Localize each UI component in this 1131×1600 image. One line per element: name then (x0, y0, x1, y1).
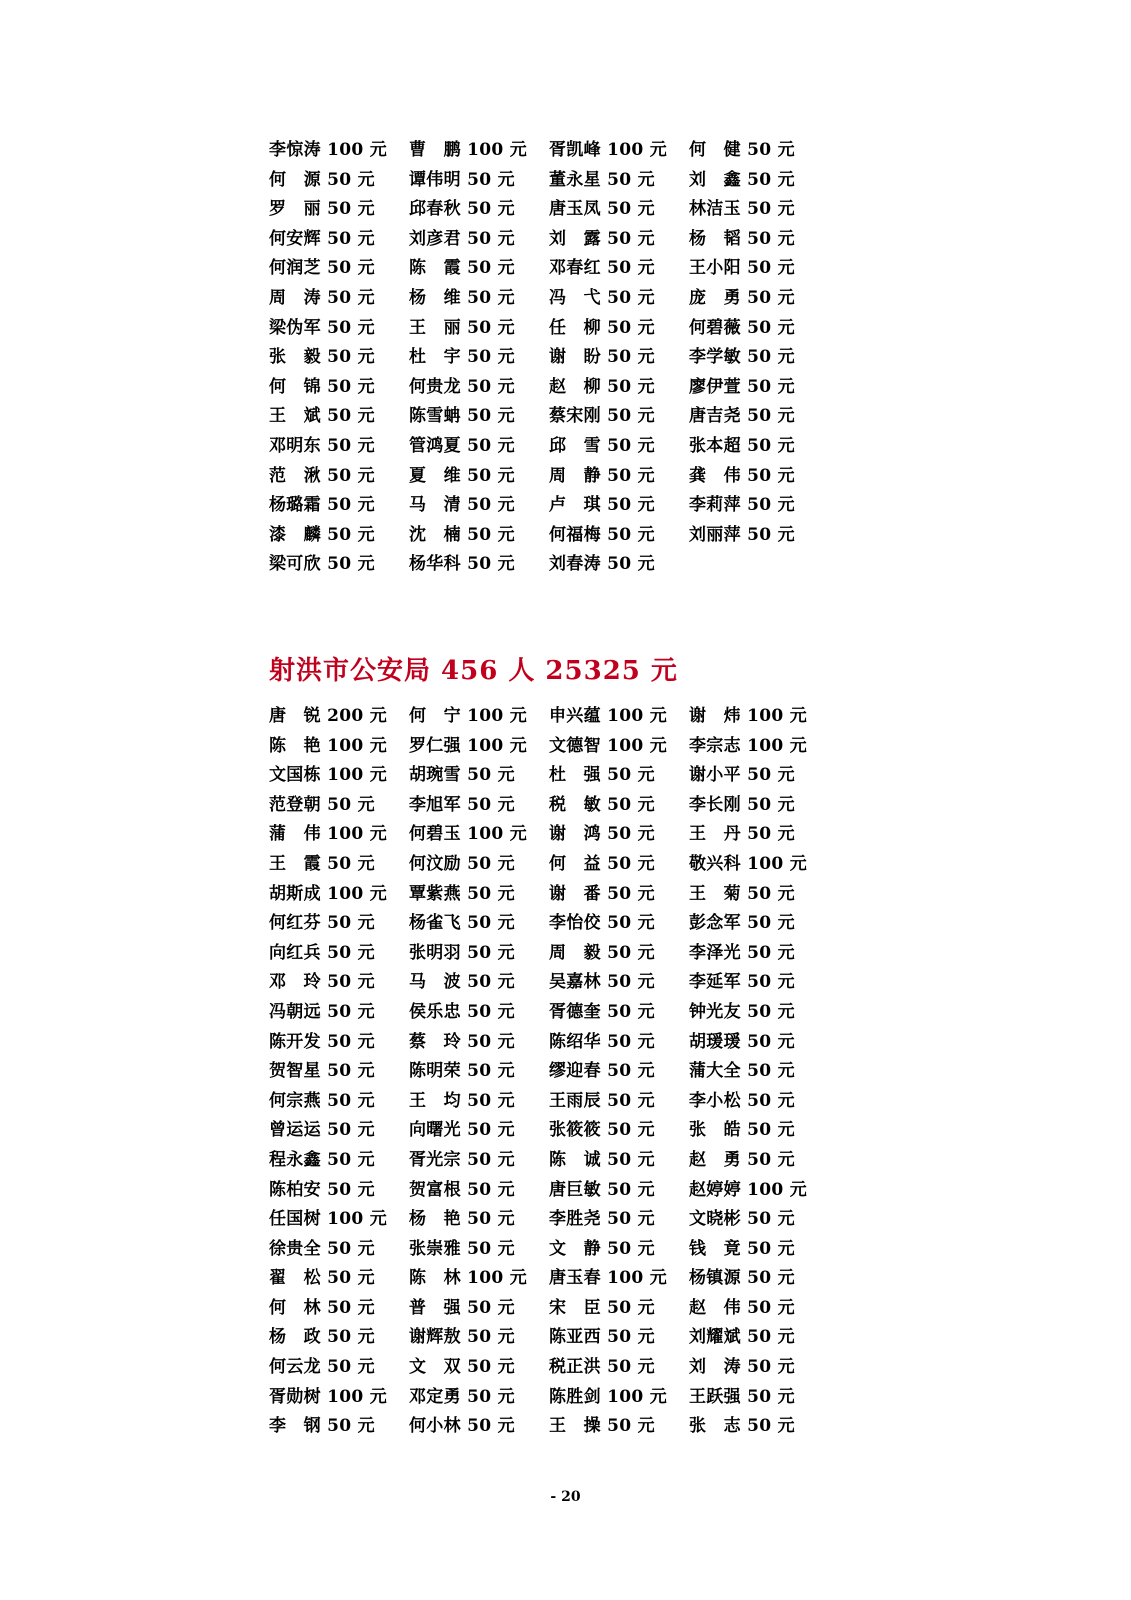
donor-entry: 谢小平 50 元 (689, 765, 795, 786)
donor-entry: 胡瑗瑗 50 元 (689, 1031, 795, 1052)
donor-entry: 刘彦君 50 元 (409, 228, 515, 249)
donor-entry: 刘 鑫 50 元 (689, 169, 795, 190)
page-number: - 20 (550, 1489, 581, 1505)
donor-entry: 杨镇源 50 元 (689, 1268, 795, 1289)
donor-entry: 林洁玉 50 元 (689, 199, 795, 220)
donor-entry: 赵 伟 50 元 (689, 1297, 795, 1318)
donor-entry: 谢 盼 50 元 (549, 347, 655, 368)
donor-entry: 何 林 50 元 (269, 1297, 375, 1318)
donor-entry: 向红兵 50 元 (269, 942, 375, 963)
donor-entry: 胥勋树 100 元 (269, 1386, 388, 1407)
donor-entry: 刘 涛 50 元 (689, 1357, 795, 1378)
donor-entry: 卢 琪 50 元 (549, 495, 655, 516)
donor-entry: 李 钢 50 元 (269, 1416, 375, 1437)
donor-entry: 唐玉凤 50 元 (549, 199, 655, 220)
donor-entry: 唐 锐 200 元 (269, 706, 388, 726)
donor-entry: 陈胜剑 100 元 (549, 1386, 668, 1407)
donor-entry: 邓春红 50 元 (549, 258, 655, 279)
donor-entry: 文德智 100 元 (549, 735, 668, 756)
donor-entry: 邓 玲 50 元 (269, 972, 375, 993)
donor-entry: 李怡佼 50 元 (549, 913, 655, 934)
donor-entry: 何润芝 50 元 (269, 258, 375, 279)
donor-entry: 唐巨敏 50 元 (549, 1179, 655, 1200)
donor-list-top (269, 136, 829, 580)
donor-entry: 彭念军 50 元 (689, 913, 795, 934)
donor-entry: 张 毅 50 元 (269, 347, 375, 368)
donor-entry: 杜 宇 50 元 (409, 347, 515, 368)
donor-entry: 周 毅 50 元 (549, 942, 655, 963)
donor-entry: 周 静 50 元 (549, 465, 655, 486)
donor-entry: 贺智星 50 元 (269, 1061, 375, 1082)
section-heading: 射洪市公安局 456 人 25325 元 (269, 656, 678, 686)
donor-entry: 张崇雅 50 元 (409, 1238, 515, 1259)
donor-entry: 刘丽萍 50 元 (689, 524, 795, 545)
donor-entry: 王跃强 50 元 (689, 1386, 795, 1407)
donor-entry: 冯朝远 50 元 (269, 1001, 375, 1022)
donor-entry: 赵婷婷 100 元 (689, 1179, 808, 1200)
donor-entry: 周 涛 50 元 (269, 287, 375, 308)
donor-entry: 刘春涛 50 元 (549, 554, 655, 575)
donor-entry: 胡琬雪 50 元 (409, 765, 515, 786)
donor-entry: 宋 臣 50 元 (549, 1297, 655, 1318)
donor-entry: 曾运运 50 元 (269, 1120, 375, 1141)
donor-entry: 马 波 50 元 (409, 972, 515, 993)
donor-entry: 谢辉敖 50 元 (409, 1327, 515, 1348)
donor-entry: 邓定勇 50 元 (409, 1386, 515, 1407)
donor-entry: 张本超 50 元 (689, 435, 795, 456)
donor-entry: 蔡 玲 50 元 (409, 1031, 515, 1052)
donor-entry: 税正洪 50 元 (549, 1357, 655, 1378)
donor-entry: 邓明东 50 元 (269, 435, 375, 456)
donor-entry: 何安辉 50 元 (269, 228, 375, 249)
donor-entry: 邱 雪 50 元 (549, 435, 655, 456)
donor-entry: 胥德奎 50 元 (549, 1001, 655, 1022)
donor-entry: 谢 炜 100 元 (689, 706, 808, 726)
donor-entry: 夏 维 50 元 (409, 465, 515, 486)
donor-entry: 徐贵全 50 元 (269, 1238, 375, 1259)
donor-entry: 何红芬 50 元 (269, 913, 375, 934)
donor-entry: 李泽光 50 元 (689, 942, 795, 963)
donor-entry: 邱春秋 50 元 (409, 199, 515, 220)
donor-entry: 杨 政 50 元 (269, 1327, 375, 1348)
donor-entry: 杨雀飞 50 元 (409, 913, 515, 934)
donor-entry: 王小阳 50 元 (689, 258, 795, 279)
donor-entry: 钱 竟 50 元 (689, 1238, 795, 1259)
donor-entry: 陈开发 50 元 (269, 1031, 375, 1052)
donor-entry: 杨 维 50 元 (409, 287, 515, 308)
donor-entry: 陈 霞 50 元 (409, 258, 515, 279)
donor-entry: 陈明荣 50 元 (409, 1061, 515, 1082)
donor-entry: 漆 麟 50 元 (269, 524, 375, 545)
donor-entry: 沈 楠 50 元 (409, 524, 515, 545)
donor-entry: 胥光宗 50 元 (409, 1149, 515, 1170)
donor-entry: 何贵龙 50 元 (409, 376, 515, 397)
donor-entry: 王 均 50 元 (409, 1090, 515, 1111)
donor-entry: 李莉萍 50 元 (689, 495, 795, 516)
donor-entry: 董永星 50 元 (549, 169, 655, 190)
donor-entry: 胥凯峰 100 元 (549, 140, 668, 160)
donor-entry: 王 丹 50 元 (689, 824, 795, 845)
donor-entry: 张 志 50 元 (689, 1416, 795, 1437)
donor-entry: 冯 弋 50 元 (549, 287, 655, 308)
donor-entry: 文晓彬 50 元 (689, 1209, 795, 1230)
donor-entry: 杜 强 50 元 (549, 765, 655, 786)
donor-entry: 文 双 50 元 (409, 1357, 515, 1378)
donor-entry: 陈 诚 50 元 (549, 1149, 655, 1170)
donor-entry: 王 霞 50 元 (269, 853, 375, 874)
donor-entry: 李长刚 50 元 (689, 794, 795, 815)
donor-entry: 蒲 伟 100 元 (269, 824, 388, 845)
donor-entry: 杨华科 50 元 (409, 554, 515, 575)
donor-entry: 陈亚西 50 元 (549, 1327, 655, 1348)
donor-entry: 罗 丽 50 元 (269, 199, 375, 220)
donor-entry: 何小林 50 元 (409, 1416, 515, 1437)
donor-entry: 张明羽 50 元 (409, 942, 515, 963)
donor-entry: 李学敏 50 元 (689, 347, 795, 368)
donor-entry: 何云龙 50 元 (269, 1357, 375, 1378)
donor-entry: 梁可欣 50 元 (269, 554, 375, 575)
donor-entry: 何 锦 50 元 (269, 376, 375, 397)
donor-entry: 税 敏 50 元 (549, 794, 655, 815)
donor-entry: 覃紫燕 50 元 (409, 883, 515, 904)
donor-entry: 何碧薇 50 元 (689, 317, 795, 338)
donor-entry: 何宗燕 50 元 (269, 1090, 375, 1111)
donor-entry: 杨璐霜 50 元 (269, 495, 375, 516)
donor-entry: 梁伪军 50 元 (269, 317, 375, 338)
donor-entry: 陈绍华 50 元 (549, 1031, 655, 1052)
donor-entry: 何 宁 100 元 (409, 706, 528, 726)
donor-entry: 何 益 50 元 (549, 853, 655, 874)
donor-entry: 申兴蕴 100 元 (549, 706, 668, 726)
donor-entry: 程永鑫 50 元 (269, 1149, 375, 1170)
donor-entry: 曹 鹏 100 元 (409, 140, 528, 160)
donor-entry: 何汶励 50 元 (409, 853, 515, 874)
donor-entry: 赵 柳 50 元 (549, 376, 655, 397)
donor-entry: 蒲大全 50 元 (689, 1061, 795, 1082)
donor-entry: 赵 勇 50 元 (689, 1149, 795, 1170)
donor-entry: 张筱筱 50 元 (549, 1120, 655, 1141)
donor-entry: 谢 鸿 50 元 (549, 824, 655, 845)
donor-entry: 王 丽 50 元 (409, 317, 515, 338)
donor-entry: 何福梅 50 元 (549, 524, 655, 545)
donor-entry: 李延军 50 元 (689, 972, 795, 993)
donor-entry: 李胜尧 50 元 (549, 1209, 655, 1230)
donor-entry: 罗仁强 100 元 (409, 735, 528, 756)
donor-entry: 胡斯成 100 元 (269, 883, 388, 904)
donor-entry: 缪迎春 50 元 (549, 1061, 655, 1082)
donor-entry: 范 湫 50 元 (269, 465, 375, 486)
donor-entry: 王雨辰 50 元 (549, 1090, 655, 1111)
donor-entry: 钟光友 50 元 (689, 1001, 795, 1022)
donor-list-police (269, 702, 829, 1442)
donor-entry: 龚 伟 50 元 (689, 465, 795, 486)
donor-entry: 谭伟明 50 元 (409, 169, 515, 190)
donor-entry: 向曙光 50 元 (409, 1120, 515, 1141)
donor-entry: 翟 松 50 元 (269, 1268, 375, 1289)
donor-entry: 王 菊 50 元 (689, 883, 795, 904)
donor-entry: 陈雪蚺 50 元 (409, 406, 515, 427)
donor-entry: 范登朝 50 元 (269, 794, 375, 815)
donor-entry: 谢 番 50 元 (549, 883, 655, 904)
donor-entry: 文 静 50 元 (549, 1238, 655, 1259)
donor-entry: 何 健 50 元 (689, 140, 795, 160)
donor-entry: 陈柏安 50 元 (269, 1179, 375, 1200)
donor-entry: 唐吉尧 50 元 (689, 406, 795, 427)
donor-entry: 李旭军 50 元 (409, 794, 515, 815)
donor-entry: 庞 勇 50 元 (689, 287, 795, 308)
donor-entry: 管鸿夏 50 元 (409, 435, 515, 456)
donor-entry: 刘耀斌 50 元 (689, 1327, 795, 1348)
donor-entry: 何碧玉 100 元 (409, 824, 528, 845)
donor-entry: 敬兴科 100 元 (689, 853, 808, 874)
donor-entry: 任 柳 50 元 (549, 317, 655, 338)
donor-entry: 刘 露 50 元 (549, 228, 655, 249)
donor-entry: 侯乐忠 50 元 (409, 1001, 515, 1022)
donor-entry: 杨 艳 50 元 (409, 1209, 515, 1230)
donor-entry: 李惊涛 100 元 (269, 140, 388, 160)
donor-entry: 张 皓 50 元 (689, 1120, 795, 1141)
donor-entry: 李宗志 100 元 (689, 735, 808, 756)
donor-entry: 唐玉春 100 元 (549, 1268, 668, 1289)
donor-entry: 马 清 50 元 (409, 495, 515, 516)
donor-entry: 文国栋 100 元 (269, 765, 388, 786)
donor-entry: 普 强 50 元 (409, 1297, 515, 1318)
donor-entry: 杨 韬 50 元 (689, 228, 795, 249)
donor-entry: 何 源 50 元 (269, 169, 375, 190)
donor-entry: 贺富根 50 元 (409, 1179, 515, 1200)
donor-entry: 王 操 50 元 (549, 1416, 655, 1437)
donor-entry: 陈 艳 100 元 (269, 735, 388, 756)
donor-entry: 陈 林 100 元 (409, 1268, 528, 1289)
donor-entry: 王 斌 50 元 (269, 406, 375, 427)
donor-entry: 任国树 100 元 (269, 1209, 388, 1230)
donor-entry: 李小松 50 元 (689, 1090, 795, 1111)
donor-entry: 蔡宋刚 50 元 (549, 406, 655, 427)
donor-entry: 吴嘉林 50 元 (549, 972, 655, 993)
donor-entry: 廖伊萱 50 元 (689, 376, 795, 397)
